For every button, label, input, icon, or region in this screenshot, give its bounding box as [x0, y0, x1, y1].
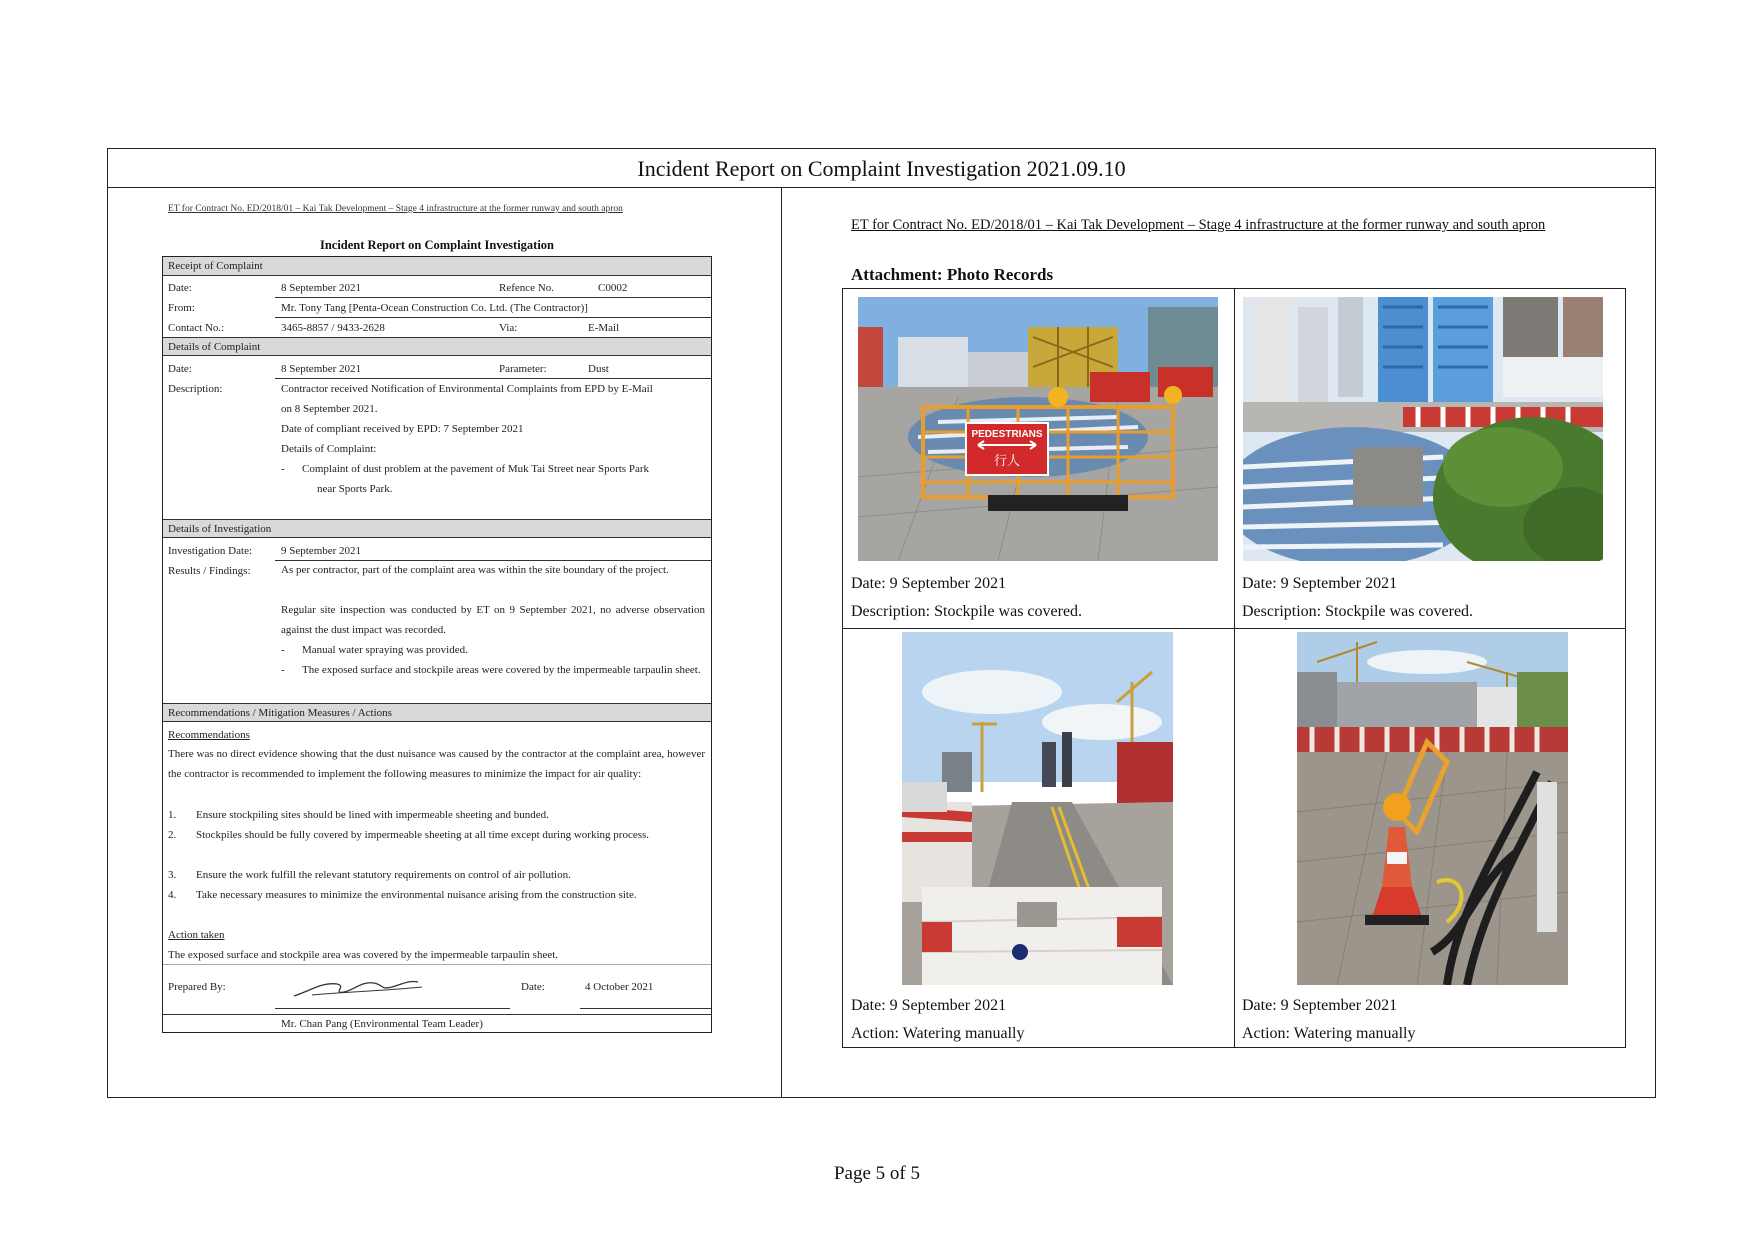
- photo-4-caption: Action: Watering manually: [1242, 1025, 1416, 1042]
- results-label: Results / Findings:: [168, 565, 251, 577]
- rule: [275, 297, 711, 298]
- rec-num: 4.: [168, 889, 177, 901]
- results-para: Regular site inspection was conducted by ET on 9 September 2021, no adverse observation against the dust impact was recorded.: [281, 604, 705, 636]
- results-bullet: Manual water spraying was provided.: [302, 644, 468, 656]
- via-value: E-Mail: [588, 322, 620, 334]
- photo-1-caption: Description: Stockpile was covered.: [851, 603, 1083, 620]
- photo-stockpile-covered-1: [858, 297, 1218, 561]
- complaint-form: [162, 256, 712, 1033]
- reference-label: Refence No.: [499, 282, 554, 294]
- results-bullet: The exposed surface and stockpile areas were covered by the impermeable tarpaulin sheet.: [302, 664, 701, 676]
- rec-num: 1.: [168, 809, 177, 821]
- pedestrians-sign-chinese: 行人: [993, 454, 1021, 469]
- photo-1-date: Date: 9 September 2021: [851, 575, 1007, 592]
- description-bullet-cont: near Sports Park.: [317, 483, 393, 495]
- photo-3-date: Date: 9 September 2021: [851, 997, 1007, 1014]
- receipt-date: 8 September 2021: [281, 282, 362, 294]
- reference-number: C0002: [598, 282, 628, 294]
- parameter-value: Dust: [588, 363, 609, 375]
- contact-label: Contact No.:: [168, 322, 225, 334]
- rec-item: Stockpiles should be fully covered by impermeable sheeting at all time except during working process.: [196, 829, 650, 841]
- description-line: Contractor received Notification of Environmental Complaints from EPD by E-Mail: [281, 383, 653, 395]
- photo-watering-manually-2: [1297, 632, 1568, 985]
- section-complaint: Details of Complaint: [163, 337, 711, 356]
- from-value: Mr. Tony Tang [Penta-Ocean Construction Co. Ltd. (The Contractor)]: [281, 302, 588, 314]
- form-contract-header: ET for Contract No. ED/2018/01 – Kai Tak Development – Stage 4 infrastructure at the former runway and south apron: [168, 204, 623, 214]
- description-line: on 8 September 2021.: [281, 403, 378, 415]
- via-label: Via:: [499, 322, 518, 334]
- section-investigation: Details of Investigation: [163, 519, 711, 538]
- form-title: Incident Report on Complaint Investigation: [319, 238, 555, 252]
- recommendations-heading: Recommendations: [168, 729, 250, 741]
- investigation-date-label: Investigation Date:: [168, 545, 253, 557]
- rule: [275, 317, 711, 318]
- report-title: Incident Report on Complaint Investigation 2021.09.10: [108, 149, 1655, 188]
- action-text: The exposed surface and stockpile area was covered by the impermeable tarpaulin sheet.: [168, 949, 559, 961]
- photo-table-divider: [843, 628, 1625, 629]
- rec-item: Take necessary measures to minimize the environmental nuisance arising from the construction site.: [196, 889, 637, 901]
- section-receipt: Receipt of Complaint: [163, 257, 711, 276]
- signoff-date: 4 October 2021: [585, 981, 654, 993]
- signoff-date-label: Date:: [521, 981, 545, 993]
- rec-num: 2.: [168, 829, 177, 841]
- rule: [580, 1008, 711, 1009]
- photo-3-caption: Action: Watering manually: [851, 1025, 1025, 1042]
- photo-table-divider: [1234, 289, 1235, 1047]
- attachment-title: Attachment: Photo Records: [851, 265, 1054, 284]
- rule: [275, 1008, 510, 1009]
- photo-watering-manually-1: [902, 632, 1173, 985]
- contact-value: 3465-8857 / 9433-2628: [281, 322, 385, 334]
- from-label: From:: [168, 302, 195, 314]
- action-heading: Action taken: [168, 929, 225, 941]
- photo-2-caption: Description: Stockpile was covered.: [1242, 603, 1474, 620]
- investigation-date: 9 September 2021: [281, 545, 362, 557]
- rule: [275, 378, 711, 379]
- description-bullet: Complaint of dust problem at the pavement of Muk Tai Street near Sports Park: [302, 463, 649, 475]
- rec-item: Ensure the work fulfill the relevant statutory requirements on control of air pollution.: [196, 869, 571, 881]
- page-number: Page 5 of 5: [833, 1163, 920, 1184]
- photo-stockpile-covered-2: [1243, 297, 1603, 561]
- bullet-dash: -: [281, 664, 285, 676]
- signature: [292, 972, 427, 1000]
- parameter-label: Parameter:: [499, 363, 547, 375]
- rule: [163, 1014, 711, 1015]
- column-divider: [781, 188, 782, 1097]
- rec-item: Ensure stockpiling sites should be lined with impermeable sheeting and bunded.: [196, 809, 549, 821]
- photo-2-date: Date: 9 September 2021: [1242, 575, 1398, 592]
- complaint-date-label: Date:: [168, 363, 192, 375]
- recommendations-intro: There was no direct evidence showing that the dust nuisance was caused by the contractor at the complaint area, however the contractor is recommended to implement the following measures to minimize the impact for air quality:: [168, 748, 705, 780]
- attachment-contract-header: ET for Contract No. ED/2018/01 – Kai Tak Development – Stage 4 infrastructure at the former runway and south apron: [851, 217, 1546, 233]
- description-line: Details of Complaint:: [281, 443, 377, 455]
- photo-4-date: Date: 9 September 2021: [1242, 997, 1398, 1014]
- prepared-by-label: Prepared By:: [168, 981, 226, 993]
- pedestrians-sign-text: PEDESTRIANS: [971, 429, 1043, 440]
- bullet-dash: -: [281, 463, 285, 475]
- description-label: Description:: [168, 383, 223, 395]
- preparer-name: Mr. Chan Pang (Environmental Team Leader): [281, 1018, 483, 1030]
- rec-num: 3.: [168, 869, 177, 881]
- bullet-dash: -: [281, 644, 285, 656]
- section-recommendations: Recommendations / Mitigation Measures / Actions: [163, 703, 711, 722]
- receipt-date-label: Date:: [168, 282, 192, 294]
- results-para: As per contractor, part of the complaint area was within the site boundary of the project.: [281, 564, 669, 576]
- description-line: Date of compliant received by EPD: 7 September 2021: [281, 423, 524, 435]
- rule: [163, 964, 711, 965]
- complaint-date: 8 September 2021: [281, 363, 362, 375]
